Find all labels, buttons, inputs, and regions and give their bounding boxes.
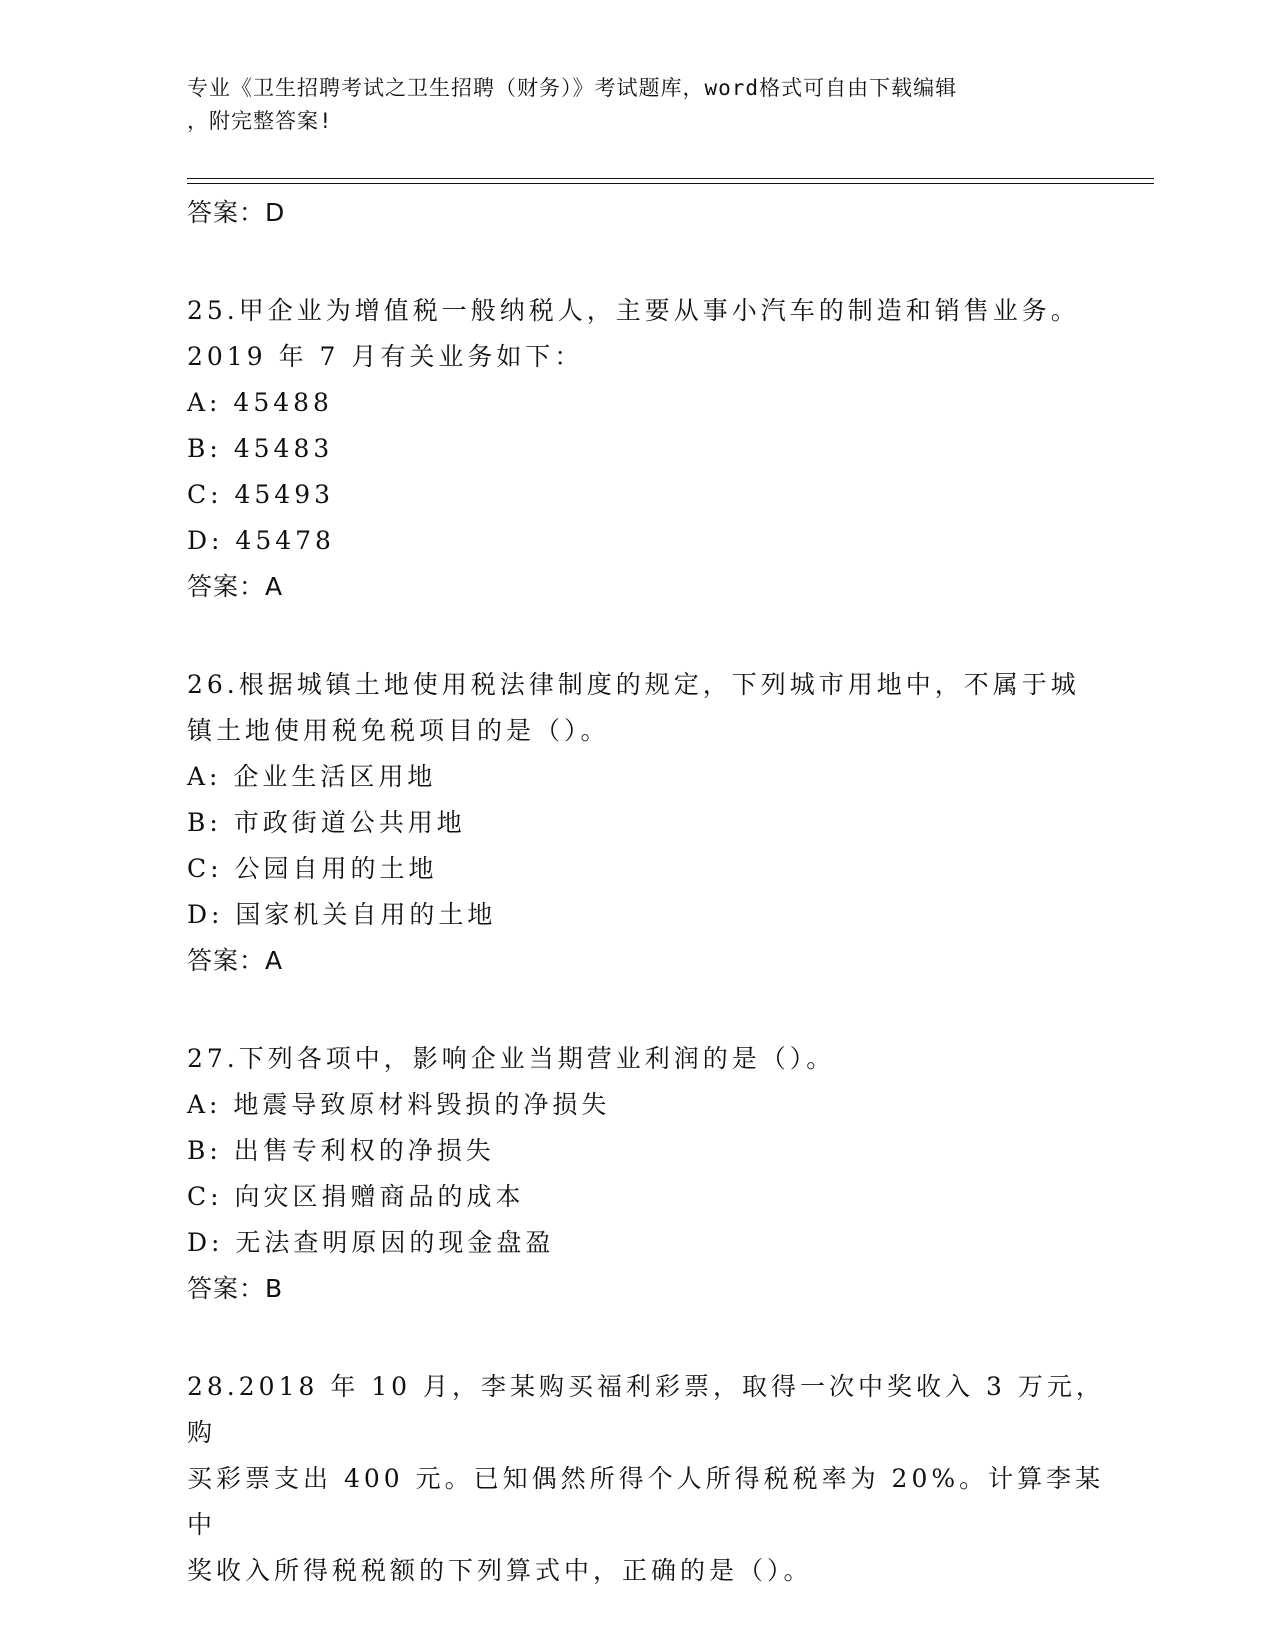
question-25 [187, 288, 1107, 610]
question-27 [187, 1036, 1107, 1312]
option-a: A: 45488 [187, 388, 333, 417]
header-rule-top [187, 178, 1154, 179]
answer-line: 答案：A [187, 946, 284, 975]
option-b: B: 45483 [187, 434, 334, 463]
question-text: 25.甲企业为增值税一般纳税人，主要从事小汽车的制造和销售业务。 [187, 296, 1080, 325]
header-line-2: ，附完整答案! [187, 109, 333, 133]
question-text: 奖收入所得税税额的下列算式中，正确的是（）。 [187, 1556, 813, 1585]
option-d: D: 国家机关自用的土地 [187, 900, 497, 929]
question-text: 买彩票支出 400 元。已知偶然所得个人所得税税率为 20%。计算李某中 [187, 1464, 1105, 1539]
option-d: D: 45478 [187, 526, 335, 555]
answer-line: 答案：D [187, 198, 286, 227]
option-c: C: 45493 [187, 480, 335, 509]
header-rule-bottom [187, 183, 1154, 184]
option-b: B: 市政街道公共用地 [187, 808, 466, 837]
question-26 [187, 662, 1107, 984]
option-a: A: 地震导致原材料毁损的净损失 [187, 1090, 611, 1119]
answer-line: 答案：A [187, 572, 284, 601]
question-text: 2019 年 7 月有关业务如下： [187, 342, 584, 371]
option-b: B: 出售专利权的净损失 [187, 1136, 495, 1165]
option-c: C: 向灾区捐赠商品的成本 [187, 1182, 525, 1211]
question-text: 镇土地使用税免税项目的是（）。 [187, 716, 610, 745]
header-line-1: 专业《卫生招聘考试之卫生招聘（财务）》考试题库，word格式可自由下载编辑 [187, 76, 958, 100]
question-text: 28.2018 年 10 月，李某购买福利彩票，取得一次中奖收入 3 万元，购 [187, 1372, 1105, 1447]
option-a: A: 企业生活区用地 [187, 762, 437, 791]
question-28 [187, 1364, 1107, 1594]
question-text: 26.根据城镇土地使用税法律制度的规定，下列城市用地中，不属于城 [187, 670, 1080, 699]
option-d: D: 无法查明原因的现金盘盈 [187, 1228, 555, 1257]
option-c: C: 公园自用的土地 [187, 854, 438, 883]
document-header [187, 72, 1087, 138]
answer-line: 答案：B [187, 1274, 284, 1303]
question-text: 27.下列各项中，影响企业当期营业利润的是（）。 [187, 1044, 836, 1073]
question-list [187, 190, 1107, 1646]
